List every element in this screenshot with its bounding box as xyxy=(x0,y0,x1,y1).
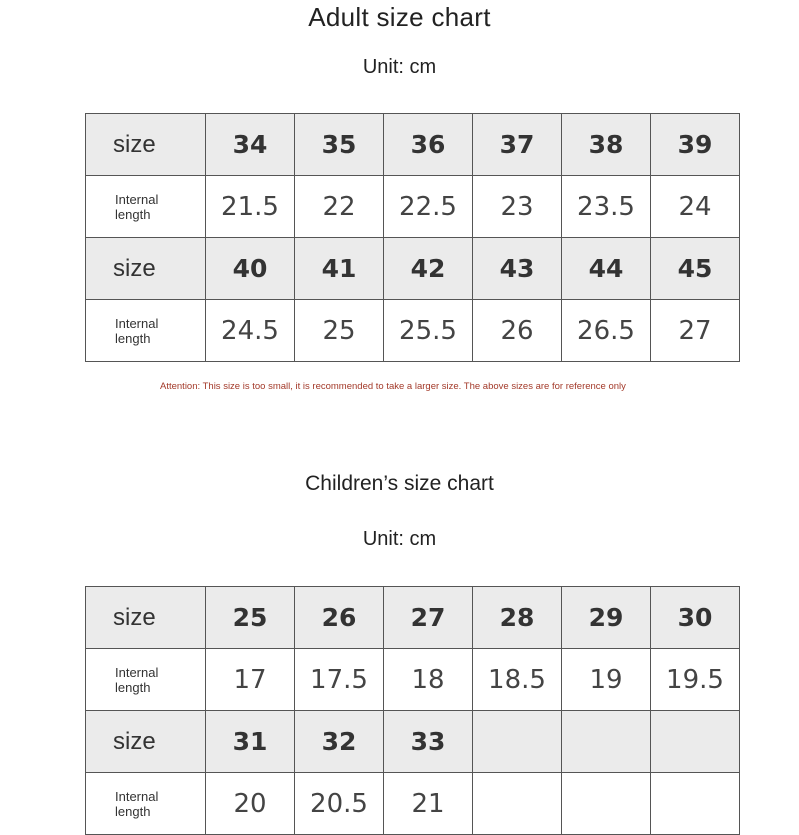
size-cell: 36 xyxy=(384,114,473,176)
size-cell: 27 xyxy=(384,587,473,649)
length-cell: 25.5 xyxy=(384,300,473,362)
size-cell: 33 xyxy=(384,711,473,773)
length-cell: 22.5 xyxy=(384,176,473,238)
length-cell: 18 xyxy=(384,649,473,711)
adult-chart-title: Adult size chart xyxy=(308,2,491,32)
size-cell: 41 xyxy=(295,238,384,300)
size-cell xyxy=(651,711,740,773)
size-cell: 42 xyxy=(384,238,473,300)
label-line: Internal xyxy=(115,315,159,331)
size-label: size xyxy=(86,711,206,773)
size-cell: 37 xyxy=(473,114,562,176)
adult-length-row-1 xyxy=(86,176,740,238)
size-cell: 43 xyxy=(473,238,562,300)
children-length-row-2 xyxy=(86,773,740,835)
length-cell: 21 xyxy=(384,773,473,835)
length-cell: 21.5 xyxy=(206,176,295,238)
length-cell: 24.5 xyxy=(206,300,295,362)
size-cell xyxy=(473,711,562,773)
length-cell: 22 xyxy=(295,176,384,238)
attention-note: Attention: This size is too small, it is recommended to take a larger size. The above sizes are for reference only xyxy=(160,381,626,392)
size-label: size xyxy=(86,238,206,300)
length-cell: 18.5 xyxy=(473,649,562,711)
label-line: length xyxy=(115,803,151,819)
adult-size-row-1 xyxy=(86,114,740,176)
size-cell: 29 xyxy=(562,587,651,649)
length-cell: 17 xyxy=(206,649,295,711)
adult-size-table xyxy=(85,113,740,362)
children-unit-label: Unit: cm xyxy=(362,528,437,550)
label-line: length xyxy=(115,330,151,346)
children-size-row-2 xyxy=(86,711,740,773)
children-length-row-1 xyxy=(86,649,740,711)
length-cell: 23.5 xyxy=(562,176,651,238)
internal-length-label xyxy=(86,176,206,238)
label-line: Internal xyxy=(115,788,159,804)
size-cell: 26 xyxy=(295,587,384,649)
length-cell xyxy=(562,773,651,835)
size-cell: 34 xyxy=(206,114,295,176)
size-cell: 40 xyxy=(206,238,295,300)
adult-unit-label: Unit: cm xyxy=(362,56,437,78)
internal-length-label xyxy=(86,300,206,362)
length-cell: 19.5 xyxy=(651,649,740,711)
length-cell xyxy=(651,773,740,835)
length-cell: 26.5 xyxy=(562,300,651,362)
children-size-table xyxy=(85,586,740,835)
label-line: length xyxy=(115,206,151,222)
internal-length-label xyxy=(86,649,206,711)
internal-length-label xyxy=(86,773,206,835)
length-cell: 20.5 xyxy=(295,773,384,835)
adult-length-row-2 xyxy=(86,300,740,362)
size-cell: 28 xyxy=(473,587,562,649)
size-label: size xyxy=(86,114,206,176)
label-line: length xyxy=(115,679,151,695)
label-line: Internal xyxy=(115,664,159,680)
size-cell xyxy=(562,711,651,773)
size-cell: 25 xyxy=(206,587,295,649)
label-line: Internal xyxy=(115,191,159,207)
length-cell xyxy=(473,773,562,835)
size-label: size xyxy=(86,587,206,649)
children-chart-title: Children’s size chart xyxy=(305,472,494,495)
length-cell: 23 xyxy=(473,176,562,238)
size-cell: 31 xyxy=(206,711,295,773)
size-cell: 35 xyxy=(295,114,384,176)
size-cell: 45 xyxy=(651,238,740,300)
adult-size-row-2 xyxy=(86,238,740,300)
length-cell: 26 xyxy=(473,300,562,362)
length-cell: 25 xyxy=(295,300,384,362)
children-size-row-1 xyxy=(86,587,740,649)
length-cell: 19 xyxy=(562,649,651,711)
size-cell: 30 xyxy=(651,587,740,649)
length-cell: 24 xyxy=(651,176,740,238)
size-cell: 44 xyxy=(562,238,651,300)
size-cell: 38 xyxy=(562,114,651,176)
length-cell: 20 xyxy=(206,773,295,835)
length-cell: 27 xyxy=(651,300,740,362)
length-cell: 17.5 xyxy=(295,649,384,711)
size-cell: 39 xyxy=(651,114,740,176)
size-cell: 32 xyxy=(295,711,384,773)
